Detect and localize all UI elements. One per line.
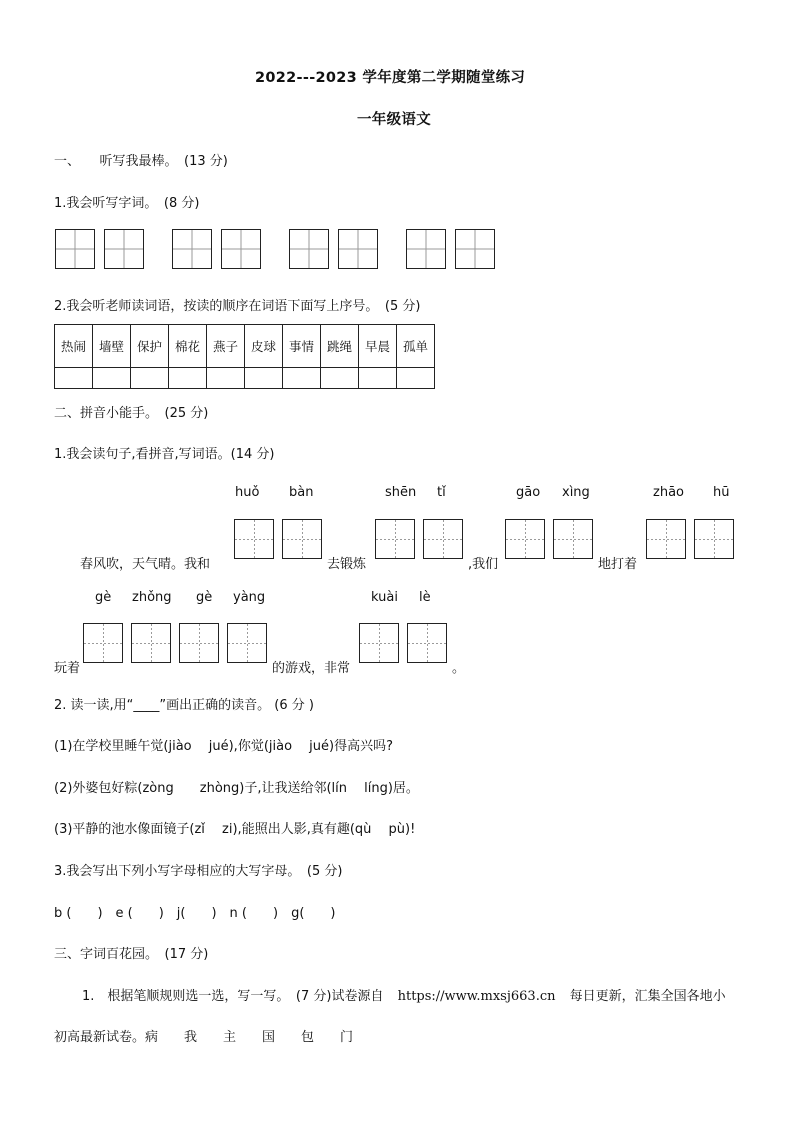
- order-answer-cell[interactable]: [169, 368, 207, 389]
- word-cell: 棉花: [169, 325, 207, 368]
- pinyin-label: gāo: [516, 485, 541, 500]
- writing-box[interactable]: [282, 519, 322, 559]
- writing-box[interactable]: [172, 229, 212, 269]
- word-order-table: [54, 324, 435, 389]
- pinyin-label: shēn: [385, 485, 417, 500]
- writing-box[interactable]: [694, 519, 734, 559]
- word-cell: 保护: [131, 325, 169, 368]
- pinyin-label: zhāo: [653, 485, 684, 500]
- page-subtitle: 一年级语文: [357, 112, 431, 128]
- writing-box[interactable]: [553, 519, 593, 559]
- word-cell: 燕子: [207, 325, 245, 368]
- word-cell: 跳绳: [321, 325, 359, 368]
- sentence-text: 的游戏，非常: [272, 661, 351, 676]
- pinyin-label: gè: [196, 590, 213, 605]
- pinyin-label: tǐ: [437, 485, 446, 500]
- pinyin-label: gè: [95, 590, 112, 605]
- writing-box[interactable]: [179, 623, 219, 663]
- order-answer-cell[interactable]: [245, 368, 283, 389]
- order-answer-cell[interactable]: [93, 368, 131, 389]
- writing-box[interactable]: [234, 519, 274, 559]
- writing-box[interactable]: [505, 519, 545, 559]
- pinyin-label: kuài: [371, 590, 398, 605]
- word-cell: 皮球: [245, 325, 283, 368]
- word-cell: 墙壁: [93, 325, 131, 368]
- order-answer-cell[interactable]: [359, 368, 397, 389]
- sentence-text: ,我们: [468, 557, 499, 572]
- writing-box[interactable]: [227, 623, 267, 663]
- stroke-order-characters: 初高最新试卷。病 我 主 国 包 门: [54, 1030, 354, 1045]
- pinyin-label: hū: [713, 485, 730, 500]
- pinyin-label: lè: [419, 590, 431, 605]
- reading-item: (3)平静的池水像面镜子(zǐ zi),能照出人影,真有趣(qù pù)!: [54, 822, 416, 837]
- section-2-question-2: 2. 读一读,用“____”画出正确的读音。 (6 分 ): [54, 698, 314, 713]
- writing-box[interactable]: [131, 623, 171, 663]
- word-cell: 事情: [283, 325, 321, 368]
- order-answer-cell[interactable]: [55, 368, 93, 389]
- writing-box[interactable]: [83, 623, 123, 663]
- writing-box[interactable]: [221, 229, 261, 269]
- pinyin-label: yàng: [233, 590, 266, 605]
- source-url[interactable]: https://www.mxsj663.cn: [397, 989, 556, 1004]
- section-1-heading: 一、 听写我最棒。 (13 分): [54, 154, 228, 169]
- section-2-question-1: 1.我会读句子,看拼音,写词语。(14 分): [54, 447, 275, 462]
- reading-item: (1)在学校里睡午觉(jiào jué),你觉(jiào jué)得高兴吗?: [54, 739, 393, 754]
- word-cell: 早晨: [359, 325, 397, 368]
- writing-box[interactable]: [646, 519, 686, 559]
- pinyin-label: bàn: [289, 485, 314, 500]
- order-answer-cell[interactable]: [131, 368, 169, 389]
- question-text: 1. 根据笔顺规则选一选，写一写。 (7 分)试卷源自: [82, 989, 384, 1004]
- pinyin-label: xìng: [562, 485, 590, 500]
- letter-blanks[interactable]: b ( ) e ( ) j( ) n ( ) g( ): [54, 906, 336, 921]
- sentence-text: 。: [452, 661, 466, 676]
- order-answer-cell[interactable]: [397, 368, 435, 389]
- section-2-question-3: 3.我会写出下列小写字母相应的大写字母。 (5 分): [54, 864, 343, 879]
- order-answer-cell[interactable]: [321, 368, 359, 389]
- writing-box[interactable]: [55, 229, 95, 269]
- pinyin-label: huǒ: [235, 485, 260, 500]
- word-cell: 孤单: [397, 325, 435, 368]
- section-2-heading: 二、拼音小能手。 (25 分): [54, 406, 209, 421]
- section-1-question-1: 1.我会听写字词。 (8 分): [54, 196, 200, 211]
- writing-box[interactable]: [455, 229, 495, 269]
- section-1-question-2: 2.我会听老师读词语，按读的顺序在词语下面写上序号。 (5 分): [54, 299, 421, 314]
- writing-box[interactable]: [359, 623, 399, 663]
- page-title: 2022---2023 学年度第二学期随堂练习: [255, 70, 526, 86]
- sentence-text: 玩着: [54, 661, 81, 676]
- writing-box[interactable]: [104, 229, 144, 269]
- writing-box[interactable]: [423, 519, 463, 559]
- sentence-text: 去锻炼: [327, 557, 367, 572]
- writing-box[interactable]: [375, 519, 415, 559]
- sentence-text: 地打着: [598, 557, 638, 572]
- order-answer-cell[interactable]: [207, 368, 245, 389]
- sentence-text: 春风吹，天气晴。我和: [80, 557, 211, 572]
- writing-box[interactable]: [406, 229, 446, 269]
- order-answer-cell[interactable]: [283, 368, 321, 389]
- writing-box[interactable]: [338, 229, 378, 269]
- writing-box[interactable]: [407, 623, 447, 663]
- section-3-heading: 三、字词百花园。 (17 分): [54, 947, 209, 962]
- reading-item: (2)外婆包好粽(zòng zhòng)子,让我送给邻(lín líng)居。: [54, 781, 419, 796]
- section-3-question-1: [82, 985, 726, 1004]
- writing-box[interactable]: [289, 229, 329, 269]
- question-text: 每日更新，汇集全国各地小: [569, 989, 726, 1004]
- pinyin-label: zhǒng: [132, 590, 172, 605]
- word-cell: 热闹: [55, 325, 93, 368]
